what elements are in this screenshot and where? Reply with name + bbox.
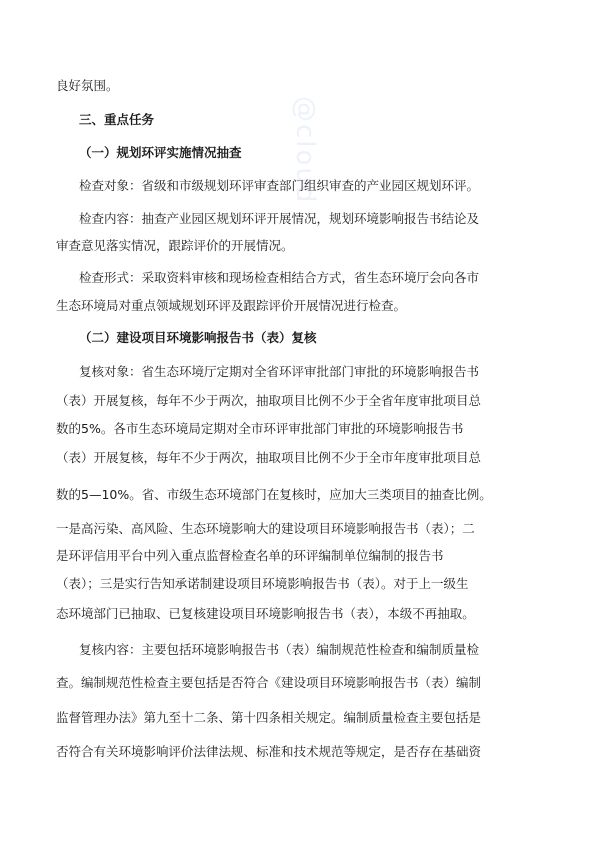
paragraph-line: （表）开展复核，每年不少于两次，抽取项目比例不少于全省年度审批项目总 bbox=[56, 393, 482, 408]
paragraph-line: 审查意见落实情况，跟踪评价的开展情况。 bbox=[56, 238, 294, 253]
paragraph-line: （表）；三是实行告知承诺制建设项目环境影响报告书（表）。对于上一级生 bbox=[56, 576, 469, 591]
paragraph-line: 是环评信用平台中列入重点监督检查名单的环评编制单位编制的报告书 bbox=[56, 548, 444, 563]
paragraph-line: 查。编制规范性检查主要包括是否符合《建设项目环境影响报告书（表）编制 bbox=[56, 675, 482, 690]
paragraph-line: 数的5—10%。省、市级生态环境部门在复核时，应加大三类项目的抽查比例。 bbox=[56, 487, 492, 502]
paragraph-line: 检查形式：采取资料审核和现场检查相结合方式，省生态环境厅会向各市 bbox=[79, 270, 480, 285]
section-heading: 三、重点任务 bbox=[79, 112, 155, 127]
subsection-heading: （二）建设项目环境影响报告书（表）复核 bbox=[79, 330, 317, 345]
text-line: 良好氛围。 bbox=[56, 78, 119, 93]
paragraph-line: 数的5%。各市生态环境局定期对全市环评审批部门审批的环境影响报告书 bbox=[56, 421, 464, 436]
paragraph-line: 复核内容：主要包括环境影响报告书（表）编制规范性检查和编制质量检 bbox=[79, 642, 480, 657]
watermark: @cloud bbox=[290, 96, 320, 205]
paragraph-line: 检查对象：省级和市级规划环评审查部门组织审查的产业园区规划环评。 bbox=[79, 178, 480, 193]
paragraph-line: 生态环境局对重点领域规划环评及跟踪评价开展情况进行检查。 bbox=[56, 298, 407, 313]
paragraph-line: （表）开展复核，每年不少于两次，抽取项目比例不少于全市年度审批项目总 bbox=[56, 450, 482, 465]
paragraph-line: 检查内容：抽查产业园区规划环评开展情况，规划环境影响报告书结论及 bbox=[79, 211, 480, 226]
paragraph-line: 监督管理办法》第九至十二条、第十四条相关规定。编制质量检查主要包括是 bbox=[56, 710, 482, 725]
paragraph-line: 复核对象：省生态环境厅定期对全省环评审批部门审批的环境影响报告书 bbox=[79, 364, 480, 379]
subsection-heading: （一）规划环评实施情况抽查 bbox=[79, 145, 242, 160]
paragraph-line: 否符合有关环境影响评价法律法规、标准和技术规范等规定，是否存在基础资 bbox=[56, 744, 482, 759]
paragraph-line: 一是高污染、高风险、生态环境影响大的建设项目环境影响报告书（表）；二 bbox=[56, 521, 475, 536]
paragraph-line: 态环境部门已抽取、已复核建设项目环境影响报告书（表），本级不再抽取。 bbox=[56, 606, 475, 621]
